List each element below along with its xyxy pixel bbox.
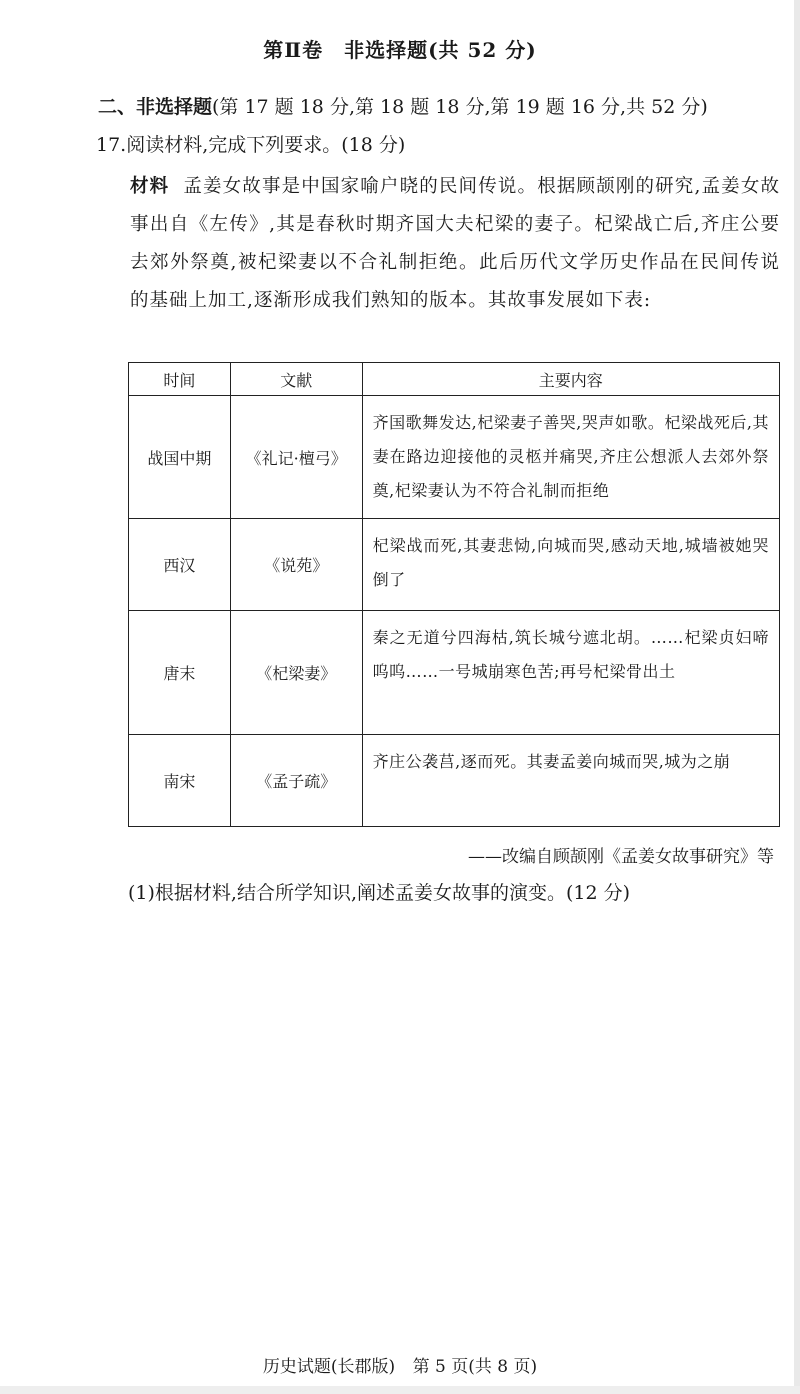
sub-question-1: (1)根据材料,结合所学知识,阐述孟姜女故事的演变。(12 分) (128, 882, 631, 904)
part-heading (98, 92, 708, 119)
scan-edge (794, 0, 800, 1394)
material-text: 孟姜女故事是中国家喻户晓的民间传说。根据顾颉刚的研究,孟姜女故事出自《左传》,其是春秋时期齐国大夫杞梁的妻子。杞梁战亡后,齐庄公要去郊外祭奠,被杞梁妻以不合礼制拒绝。此后历代文学历史作品在民间传说的基础上加工,逐渐形成我们熟知的版本。其故事发展如下表: (130, 176, 780, 311)
header-content: 主要内容 (362, 363, 779, 396)
footer-page-number: 第 5 页(共 8 页) (412, 1357, 538, 1377)
scan-bottom-edge (0, 1386, 800, 1394)
source-note: ——改编自顾颉刚《孟姜女故事研究》等 (468, 847, 774, 867)
question-17: 17.阅读材料,完成下列要求。(18 分) (96, 134, 406, 156)
section-title: 第Ⅱ卷 非选择题(共 52 分) (263, 38, 537, 62)
header-source: 文献 (230, 363, 362, 396)
row-content: 杞梁战而死,其妻悲恸,向城而哭,感动天地,城墙被她哭倒了 (362, 519, 779, 611)
footer-exam-name: 历史试题(长郡版) (262, 1357, 396, 1377)
table-header-row (129, 363, 780, 396)
table-row (129, 611, 780, 735)
row-content: 齐国歌舞发达,杞梁妻子善哭,哭声如歌。杞梁战死后,其妻在路边迎接他的灵柩并痛哭,齐庄公想派人去郊外祭奠,杞梁妻认为不符合礼制而拒绝 (362, 396, 779, 519)
story-evolution-table (128, 362, 780, 827)
row-time: 战国中期 (129, 396, 231, 519)
table-row (129, 396, 780, 519)
row-content: 秦之无道兮四海枯,筑长城兮遮北胡。……杞梁贞妇啼呜呜……一号城崩寒色苦;再号杞梁骨出土 (362, 611, 779, 735)
table-row (129, 519, 780, 611)
row-source: 《礼记·檀弓》 (230, 396, 362, 519)
part-heading-detail: (第 17 题 18 分,第 18 题 18 分,第 19 题 16 分,共 52 分) (212, 96, 708, 118)
row-time: 西汉 (129, 519, 231, 611)
part-heading-lead: 二、非选择题 (98, 96, 213, 118)
page-footer (0, 1352, 800, 1377)
row-time: 南宋 (129, 735, 231, 827)
row-source: 《杞梁妻》 (230, 611, 362, 735)
table-row (129, 735, 780, 827)
row-content: 齐庄公袭莒,逐而死。其妻孟姜向城而哭,城为之崩 (362, 735, 779, 827)
row-time: 唐末 (129, 611, 231, 735)
row-source: 《孟子疏》 (230, 735, 362, 827)
row-source: 《说苑》 (230, 519, 362, 611)
header-time: 时间 (129, 363, 231, 396)
material-paragraph (130, 168, 780, 320)
material-label: 材料 (130, 176, 170, 197)
